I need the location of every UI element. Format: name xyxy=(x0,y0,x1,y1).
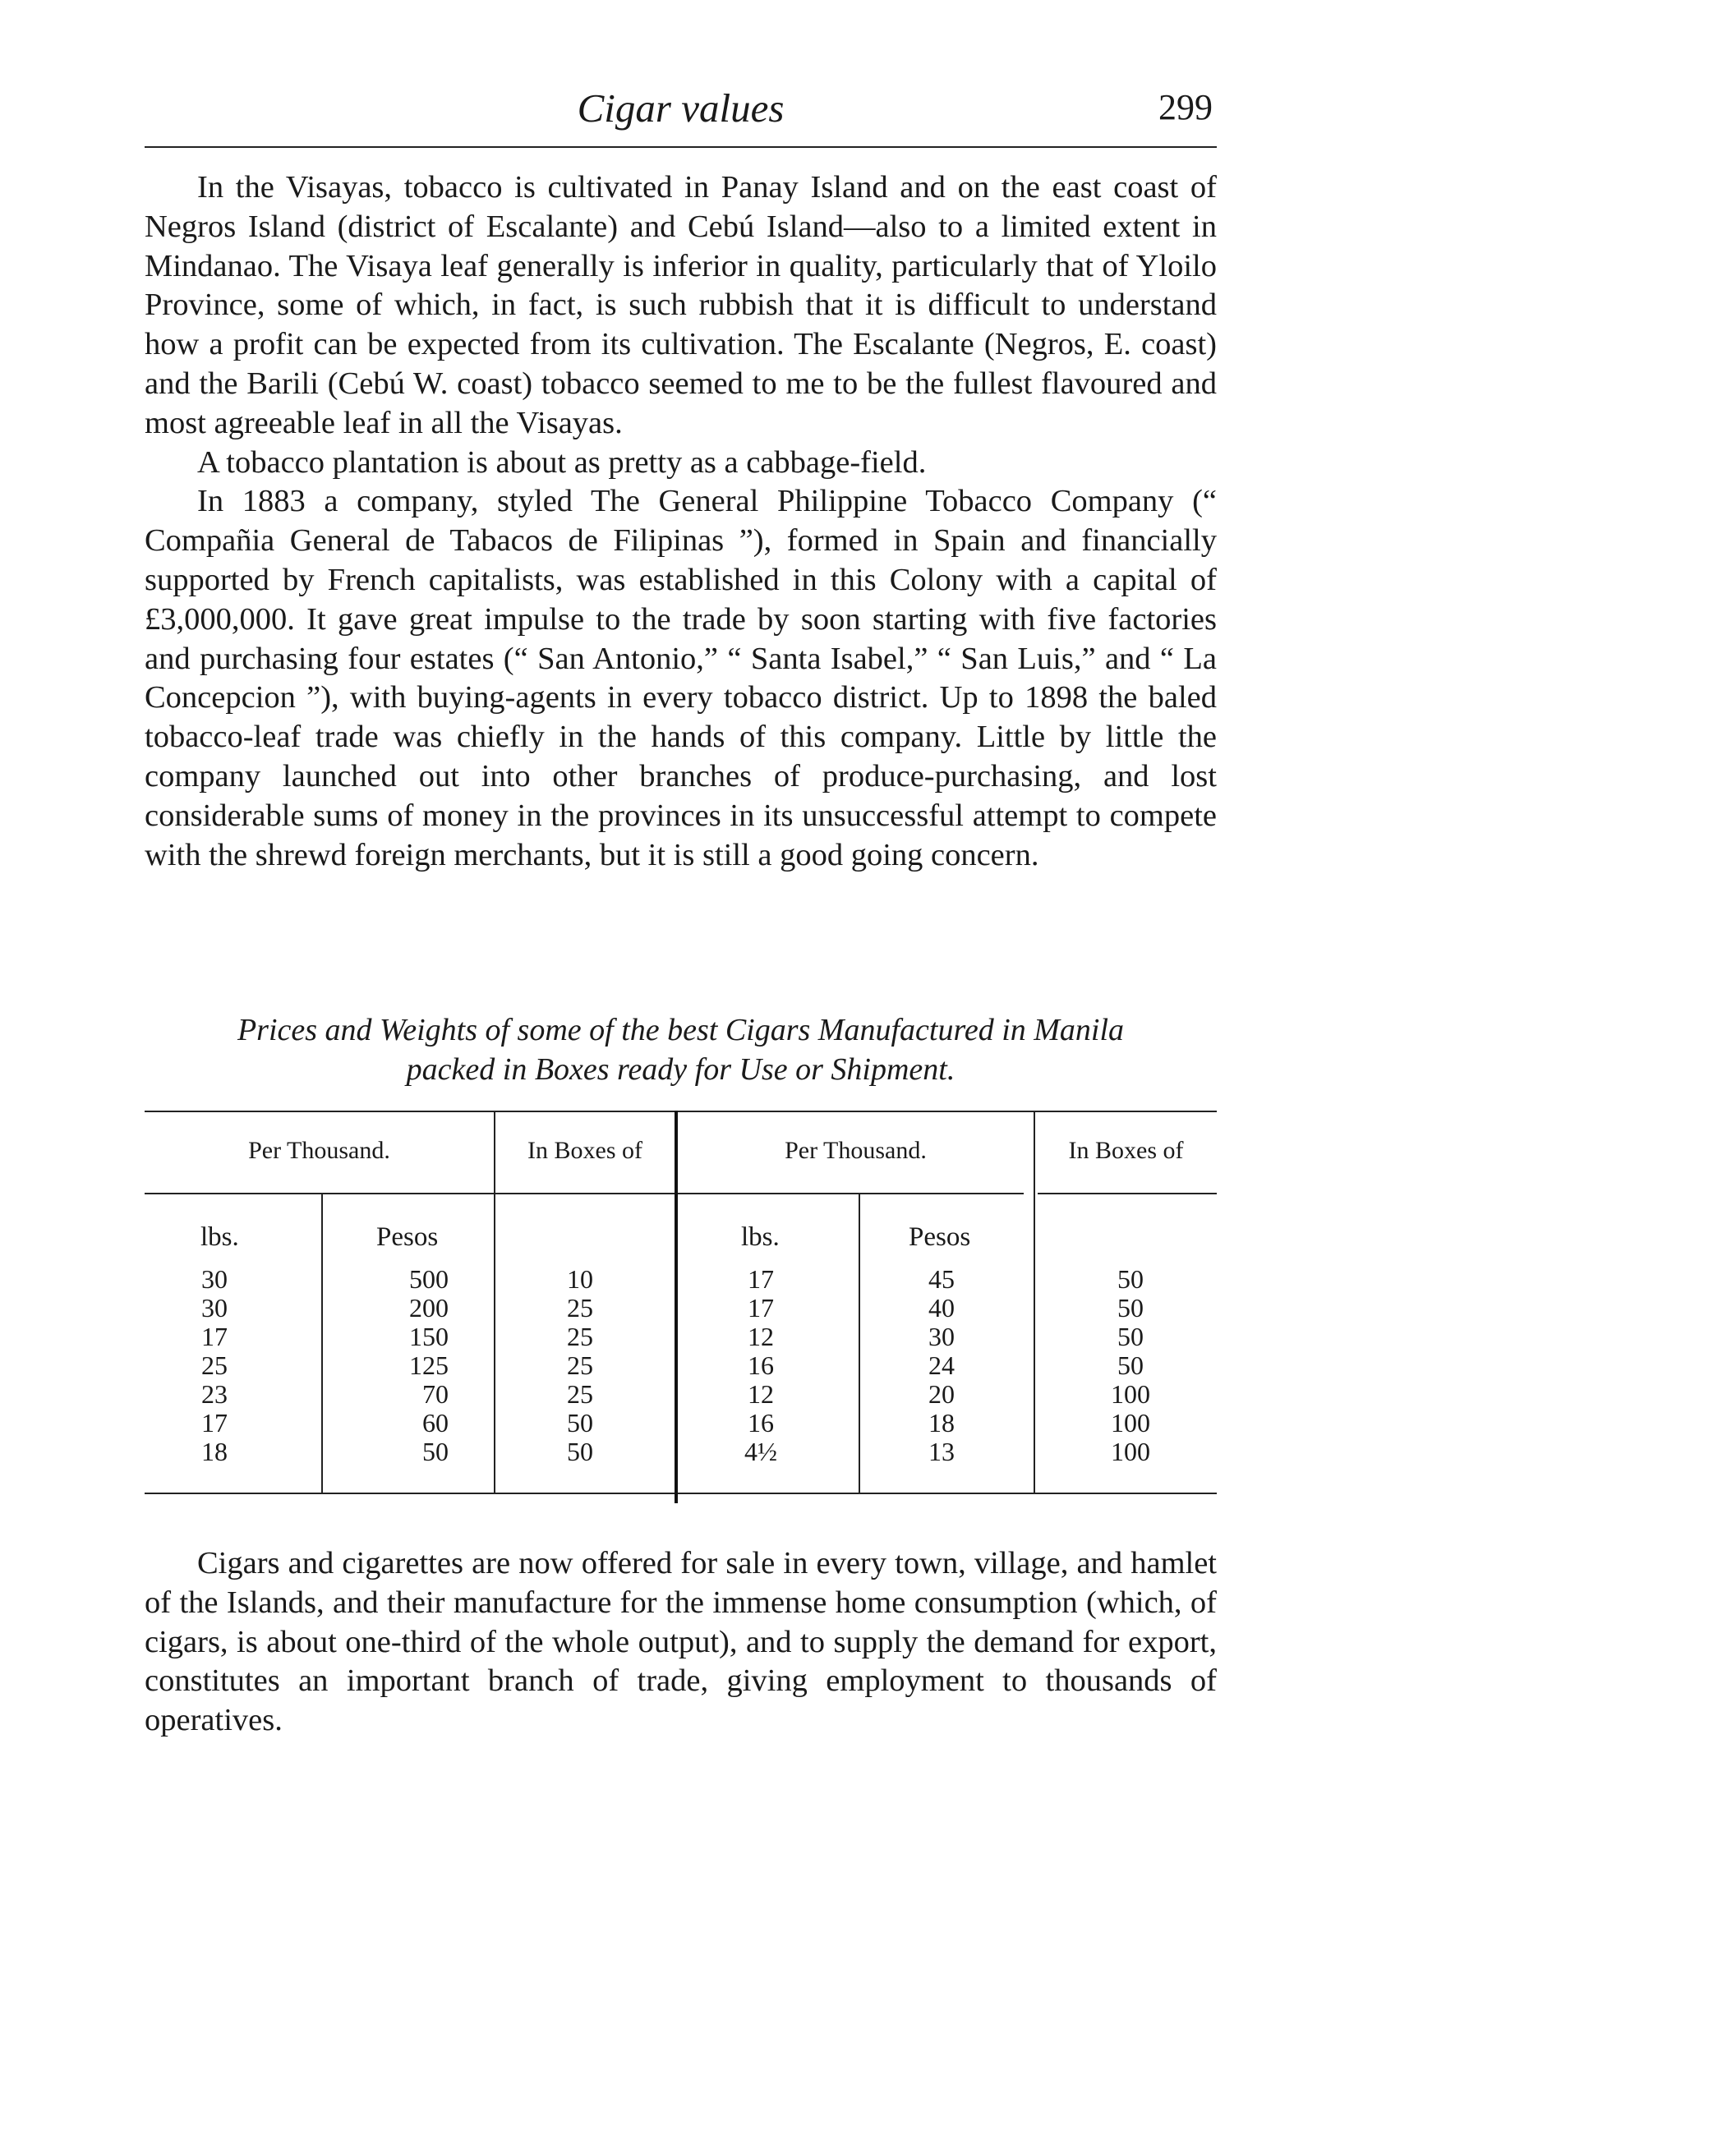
table-cell: 18 xyxy=(928,1408,955,1438)
table-cell: 17 xyxy=(201,1408,228,1438)
header-in-boxes-right: In Boxes of xyxy=(1068,1137,1184,1164)
running-head xyxy=(145,78,1217,144)
table-caption-line-2: packed in Boxes ready for Use or Shipment. xyxy=(406,1052,955,1087)
table-cell: 70 xyxy=(422,1379,449,1409)
table-top-rule xyxy=(145,1111,1217,1112)
table-cell: 500 xyxy=(409,1264,449,1294)
paragraph-tobacco-company: In 1883 a company, styled The General Philippine Tobacco Company (“ Compañia General de Tabacos de Filipinas ”), formed in Spain and financially supported by French capitalists, was established in this Colony with a capital of £3,000,000. It gave great impulse to the trade by soon starting with five factories and purchasing four estates (“ San Antonio,” “ Santa Isabel,” “ San Luis,” and “ La Concepcion ”), with buying-agents in every tobacco district. Up to 1898 the baled tobacco-leaf trade was chiefly in the hands of this company. Little by little the company launched out into other branches of produce-purchasing, and lost considerable sums of money in the provinces in its unsuccessful attempt to compete with the shrewd foreign merchants, but it is still a good going concern. xyxy=(145,484,1217,872)
table-cell: 16 xyxy=(748,1350,774,1380)
table-cell: 20 xyxy=(928,1379,955,1409)
column-boxes-right xyxy=(1089,1265,1172,1466)
column-pesos-left xyxy=(366,1265,449,1466)
header-in-boxes-left: In Boxes of xyxy=(527,1137,642,1164)
column-lbs-left xyxy=(182,1265,247,1466)
paragraph-plantation: A tobacco plantation is about as pretty as a cabbage-field. xyxy=(197,444,927,480)
table-divider-1 xyxy=(494,1111,495,1493)
table-caption-line-1: Prices and Weights of some of the best Cigars Manufactured in Manila xyxy=(237,1013,1125,1047)
table-cell: 50 xyxy=(1117,1350,1144,1380)
subheader-pesos-right: Pesos xyxy=(909,1222,971,1252)
table-cell: 25 xyxy=(567,1293,593,1323)
column-lbs-right xyxy=(728,1265,794,1466)
table-cell: 10 xyxy=(567,1264,593,1294)
table-cell: 150 xyxy=(409,1322,449,1351)
table-cell: 18 xyxy=(201,1437,228,1466)
running-title: Cigar values xyxy=(577,85,785,131)
header-per-thousand-left: Per Thousand. xyxy=(248,1137,390,1164)
table-cell: 4½ xyxy=(744,1437,777,1466)
table-cell: 40 xyxy=(928,1293,955,1323)
table-caption xyxy=(145,1010,1217,1089)
table-cell: 17 xyxy=(201,1322,228,1351)
table-center-divider xyxy=(675,1111,678,1503)
body-text-bottom xyxy=(145,1544,1217,1741)
table-cell: 60 xyxy=(422,1408,449,1438)
table-subdivider-right xyxy=(859,1193,860,1493)
table-cell: 100 xyxy=(1111,1437,1150,1466)
table-header-rule-left xyxy=(145,1193,1024,1194)
header-per-thousand-right: Per Thousand. xyxy=(785,1137,927,1164)
table-cell: 50 xyxy=(1117,1322,1144,1351)
column-pesos-right xyxy=(909,1265,974,1466)
subheader-lbs-left: lbs. xyxy=(200,1222,239,1252)
table-cell: 50 xyxy=(1117,1264,1144,1294)
table-cell: 50 xyxy=(567,1408,593,1438)
column-boxes-left xyxy=(547,1265,613,1466)
table-cell: 23 xyxy=(201,1379,228,1409)
body-text-top xyxy=(145,168,1217,875)
table-cell: 12 xyxy=(748,1322,774,1351)
header-rule xyxy=(145,146,1217,148)
table-cell: 25 xyxy=(567,1350,593,1380)
table-cell: 200 xyxy=(409,1293,449,1323)
table-cell: 25 xyxy=(201,1350,228,1380)
table-divider-3 xyxy=(1034,1111,1035,1493)
table-cell: 100 xyxy=(1111,1379,1150,1409)
table-cell: 50 xyxy=(567,1437,593,1466)
table-cell: 17 xyxy=(748,1293,774,1323)
table-cell: 100 xyxy=(1111,1408,1150,1438)
table-cell: 13 xyxy=(928,1437,955,1466)
table-cell: 25 xyxy=(567,1379,593,1409)
table-cell: 30 xyxy=(201,1293,228,1323)
table-subdivider-left xyxy=(321,1193,323,1493)
table-cell: 30 xyxy=(928,1322,955,1351)
table-cell: 30 xyxy=(201,1264,228,1294)
table-cell: 17 xyxy=(748,1264,774,1294)
page-number: 299 xyxy=(1158,87,1213,127)
table-header-rule-right xyxy=(1038,1193,1217,1194)
paragraph-visayas: In the Visayas, tobacco is cultivated in Panay Island and on the east coast of Negros Island (district of Escalante) and Cebú Island—also to a limited extent in Mindanao. The Visaya leaf generally is inferior in quality, particularly that of Yloilo Province, some of which, in fact, is such rubbish that it is difficult to understand how a profit can be expected from its cultivation. The Escalante (Negros, E. coast) and the Barili (Cebú W. coast) tobacco seemed to me to be the fullest flavoured and most agreeable leaf in all the Visayas. xyxy=(145,170,1217,440)
table-cell: 16 xyxy=(748,1408,774,1438)
table-cell: 24 xyxy=(928,1350,955,1380)
table-cell: 50 xyxy=(1117,1293,1144,1323)
table-cell: 45 xyxy=(928,1264,955,1294)
table-cell: 12 xyxy=(748,1379,774,1409)
table-cell: 50 xyxy=(422,1437,449,1466)
subheader-pesos-left: Pesos xyxy=(376,1222,439,1252)
table-bottom-rule xyxy=(145,1493,1217,1494)
paragraph-cigars-cigarettes: Cigars and cigarettes are now offered for sale in every town, village, and hamlet of the Islands, and their manufacture for the immense home consumption (which, of cigars, is about one-third of the whole output), and to supply the demand for export, constitutes an important branch of trade, giving employment to thousands of operatives. xyxy=(145,1546,1217,1738)
table-cell: 25 xyxy=(567,1322,593,1351)
subheader-lbs-right: lbs. xyxy=(741,1222,780,1252)
table-cell: 125 xyxy=(409,1350,449,1380)
cigar-price-table xyxy=(145,1111,1217,1505)
